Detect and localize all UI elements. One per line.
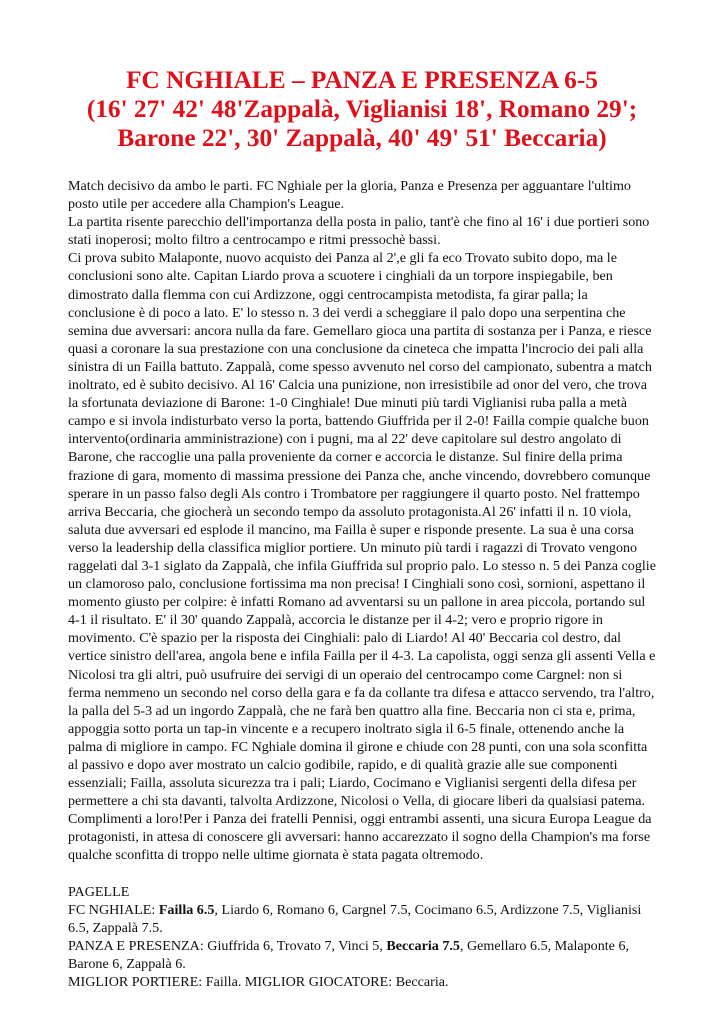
ratings-team-2-label: PANZA E PRESENZA: Giuffrida 6, Trovato 7, Vinci 5, <box>68 937 387 954</box>
title-line-1: FC NGHIALE – PANZA E PRESENZA 6-5 <box>126 66 598 94</box>
title-line-2: (16' 27' 42' 48'Zappalà, Viglianisi 18', Romano 29'; <box>86 95 638 123</box>
paragraph-match-report: Ci prova subito Malaponte, nuovo acquisto dei Panza al 2',e gli fa eco Trovato subito dopo, ma le conclusioni sono alte. Capitan Liardo prova a scuotere i cinghiali da un torpore inspiegabile, ben dimostrato dalla flemma con cui Ardizzone, oggi centrocampista metodista, fa girar palla; la conclusione è di poco a lato. E' lo stesso n. 3 dei verdi a scheggiare il palo dopo una serpentina che semina due avversari: ancora nulla da fare. Gemellaro gioca una partita di sostanza per i Panza, e riesce quasi a coronare la sua prestazione con una conclusione da cineteca che impatta l'incrocio dei pali alla sinistra di un Failla battuto. Zappalà, come spesso avvenuto nel corso del campionato, subentra a match inoltrato, ed è subito decisivo. Al 16' Calcia una punizione, non irresistibile ad onor del vero, che trova la sfortunata deviazione di Barone: 1-0 Cinghiale! Due minuti più tardi Viglianisi ruba palla a metà campo e si invola indisturbato verso la porta, battendo Giuffrida per il 2-0! Failla compie qualche buon intervento(ordinaria amministrazione) con i pugni, ma al 22' deve capitolare sul destro angolato di Barone, che raccoglie una palla proveniente da corner e accorcia le distanze. Sul finire della prima frazione di gara, momento di massima pressione dei Panza che, anche vincendo, dovrebbero comunque sperare in un passo falso degli Als contro i Trombatore per raggiungere il quarto posto. Nel frattempo arriva Beccaria, che giocherà un secondo tempo da assoluto protagonista.Al 26' infatti il n. 10 viola, saluta due avversari ed esplode il mancino, ma Failla è super e risponde presente. La sua è una corsa verso la leadership della classifica miglior portiere. Un minuto più tardi i ragazzi di Trovato vengono raggelati dal 3-1 siglato da Zappalà, che infila Giuffrida sul proprio palo. Lo stesso n. 5 dei Panza coglie un clamoroso palo, conclusione fortissima ma non precisa! I Cinghiali sono così, sornioni, aspettano il momento giusto per colpire: è infatti Romano ad avventarsi su un pallone in area piccola, portando sul 4-1 il risultato. E' il 30' quando Zappalà, accorcia le distanze per il 4-2; vero e proprio rigore in movimento. C'è spazio per la risposta dei Cinghiali: palo di Liardo! Al 40' Beccaria col destro, dal vertice sinistro dell'area, angola bene e infila Failla per il 4-3. La capolista, oggi senza gli assenti Vella e Nicolosi tra gli altri, può usufruire dei servigi di un operaio del centrocampo come Cargnel: non si ferma nemmeno un secondo nel corso della gara e fa da collante tra difesa e attacco servendo, tra l'altro, la palla del 5-3 ad un ingordo Zappalà, che ne farà ben quattro alla fine. Beccaria non ci sta e, prima, appoggia sotto porta un tap-in vincente e a recupero inoltrato sigla il 6-5 finale, ottenendo anche la palma di migliore in campo. FC Nghiale domina il girone e chiude con 28 punti, con una sola sconfitta al passivo e dopo aver mostrato un calcio godibile, rapido, e di qualità grazie alle sue componenti essenziali; Failla, assoluta sicurezza tra i pali; Liardo, Cocimano e Viglianisi sergenti della difesa per permettere a chi sta davanti, talvolta Ardizzone, Nicolosi o Vella, di giocare liberi da qualsiasi patema. Complimenti a loro!Per i Panza dei fratelli Pennisi, oggi entrambi assenti, una sicura Europa League da protagonisti, in attesa di conoscere gli avversari: hanno accarezzato il sogno della Champion's ma forse qualche sconfitta di troppo nelle ultime giornata è stata pagata oltremodo. <box>68 250 656 864</box>
title-line-3: Barone 22', 30' Zappalà, 40' 49' 51' Beccaria) <box>117 124 607 152</box>
ratings-team-1 <box>68 901 656 937</box>
ratings-team-2 <box>68 937 656 973</box>
paragraph-context: La partita risente parecchio dell'importanza della posta in palio, tant'è che fino al 16' i due portieri sono stati inoperosi; molto filtro a centrocampo e ritmi pressochè bassi. <box>68 214 650 249</box>
document-page <box>68 66 656 991</box>
article-body <box>68 177 656 865</box>
ratings-team-1-label: FC NGHIALE: <box>68 901 159 918</box>
ratings-team-2-highlight: Beccaria 7.5 <box>386 937 460 954</box>
ratings-team-1-rest: , Liardo 6, Romano 6, Cargnel 7.5, Cocimano 6.5, Ardizzone 7.5, Viglianisi 6.5, Zappalà 7.5. <box>68 901 642 936</box>
ratings-team-1-highlight: Failla 6.5 <box>158 901 215 918</box>
ratings-team-2-rest: , Gemellaro 6.5, Malaponte 6, Barone 6, Zappalà 6. <box>68 937 630 972</box>
paragraph-intro: Match decisivo da ambo le parti. FC Nghiale per la gloria, Panza e Presenza per agguantare l'ultimo posto utile per accedere alla Champion's League. <box>68 178 631 213</box>
ratings-section <box>68 883 656 992</box>
page-title <box>68 66 656 153</box>
ratings-awards: MIGLIOR PORTIERE: Failla. MIGLIOR GIOCATORE: Beccaria. <box>68 974 449 991</box>
ratings-heading: PAGELLE <box>68 883 130 900</box>
